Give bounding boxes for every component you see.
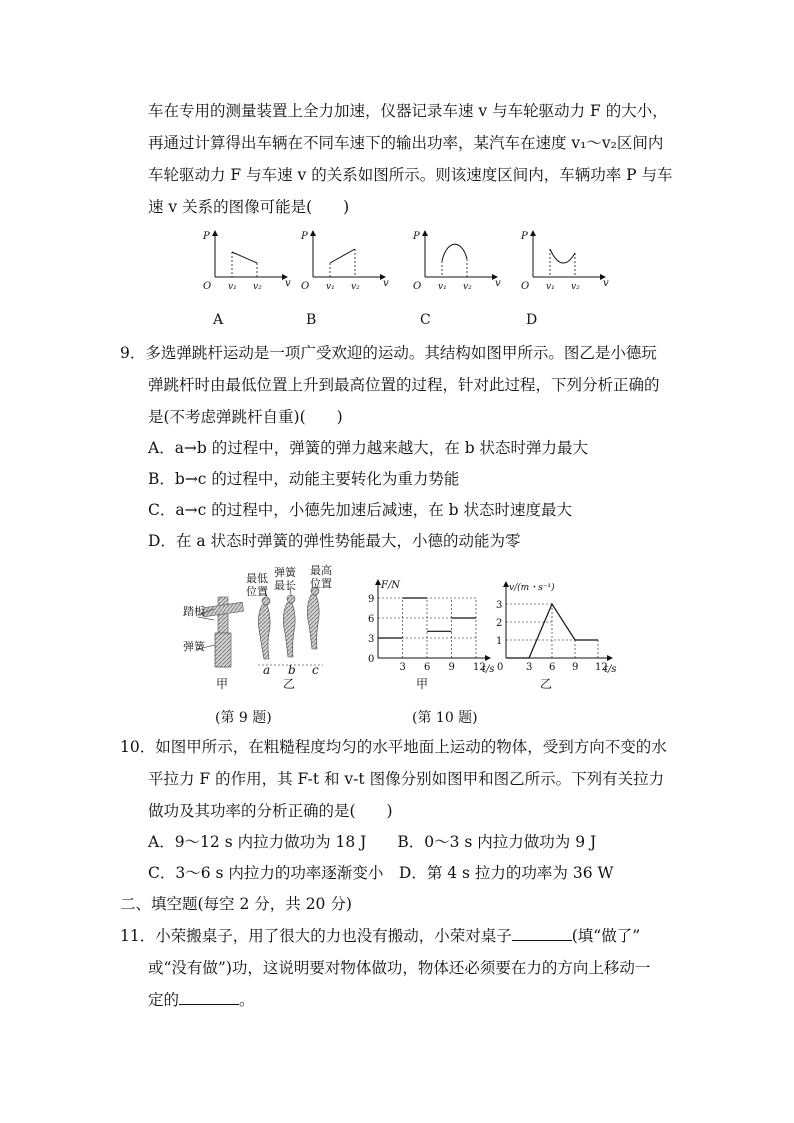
y-label: P <box>413 231 420 242</box>
label-pedal: 踏板 <box>183 605 205 618</box>
chart-f-t <box>368 580 495 675</box>
label-lowest-2: 位置 <box>246 585 268 598</box>
x-tick-12: 12 <box>473 662 486 673</box>
option-graph-d <box>520 231 609 292</box>
q11-line-3-a: 定的 <box>148 991 180 1009</box>
x-label: v <box>495 278 501 289</box>
option-a-label: A <box>213 312 224 328</box>
label-yi-9: 乙 <box>283 677 296 691</box>
q10-line-2: 平拉力 F 的作用，其 F-t 和 v-t 图像分别如图甲和图乙所示。下列有关拉力 <box>148 770 665 788</box>
q10-line-1: 10．如图甲所示，在粗糙程度均匀的水平地面上运动的物体，受到方向不变的水 <box>120 738 667 756</box>
q9-option-a: A．a→b 的过程中，弹簧的弹力越来越大，在 b 状态时弹力最大 <box>148 439 589 457</box>
caption-fig-9: (第 9 题) <box>215 710 272 726</box>
origin-label: O <box>203 281 212 292</box>
q8-line-4: 速 v 关系的图像可能是( ) <box>148 198 350 216</box>
option-graph-c <box>412 231 501 292</box>
origin-label: O <box>521 281 530 292</box>
q11-line-3 <box>148 990 255 1010</box>
curve <box>442 244 467 261</box>
origin-label: 0 <box>368 654 375 665</box>
v2-label: v₂ <box>463 282 472 292</box>
section-2-title: 二、填空题(每空 2 分，共 20 分) <box>120 895 352 913</box>
q10-options-ab: A．9～12 s 内拉力做功为 18 J B．0～3 s 内拉力做功为 9 J <box>148 833 597 851</box>
label-c: c <box>312 663 319 677</box>
curve <box>232 252 257 263</box>
y-tick-6: 6 <box>368 614 375 625</box>
q11-line-1-a: 11．小荣搬桌子，用了很大的力也没有搬动，小荣对桌子 <box>120 927 512 945</box>
label-jia-10: 甲 <box>416 677 429 691</box>
y-axis-label: v/(m・s⁻¹) <box>509 583 555 593</box>
x-tick-12: 12 <box>595 662 608 673</box>
v1-label: v₁ <box>228 282 237 292</box>
q10-options-cd: C．3～6 s 内拉力的功率逐渐变小 D．第 4 s 拉力的功率为 36 W <box>148 864 614 882</box>
x-tick-0: 0 <box>497 662 504 673</box>
q9-line-1: 9．多选弹跳杆运动是一项广受欢迎的运动。其结构如图甲所示。图乙是小德玩 <box>120 344 657 362</box>
option-graph-b <box>300 231 389 292</box>
q9-option-b: B．b→c 的过程中，动能主要转化为重力势能 <box>148 470 460 488</box>
curve <box>550 249 575 263</box>
x-axis-label: t/s <box>604 664 617 675</box>
label-lowest-1: 最低 <box>246 572 268 585</box>
v2-label: v₂ <box>571 282 580 292</box>
x-tick-6: 6 <box>549 662 556 673</box>
q8-line-2: 再通过计算得出车辆在不同车速下的输出功率，某汽车在速度 v₁～v₂区间内 <box>148 134 664 152</box>
y-tick-2: 2 <box>496 618 503 629</box>
label-longest-1: 弹簧 <box>274 566 296 579</box>
fig10-charts <box>360 572 620 682</box>
q9-line-2: 弹跳杆时由最低位置上升到最高位置的过程，针对此过程，下列分析正确的 <box>148 376 660 394</box>
label-yi-10: 乙 <box>540 677 553 691</box>
label-spring: 弹簧 <box>183 640 205 653</box>
y-axis-label: F/N <box>381 580 401 591</box>
y-label: P <box>521 231 528 242</box>
x-tick-3: 3 <box>399 662 406 673</box>
curve <box>330 249 355 263</box>
q11-line-1-b: (填“做了” <box>571 927 641 945</box>
v1-label: v₁ <box>438 282 447 292</box>
x-label: v <box>285 278 291 289</box>
y-tick-9: 9 <box>368 594 375 605</box>
option-c-label: C <box>420 312 431 328</box>
option-d-label: D <box>526 312 538 328</box>
q9-option-c: C．a→c 的过程中，小德先加速后减速，在 b 状态时速度最大 <box>148 501 572 519</box>
origin-label: O <box>301 281 310 292</box>
label-a: a <box>263 663 271 677</box>
x-axis-label: t/s <box>482 664 495 675</box>
chart-v-t <box>496 582 617 675</box>
x-tick-9: 9 <box>448 662 455 673</box>
v2-label: v₂ <box>351 282 360 292</box>
y-tick-1: 1 <box>496 636 503 647</box>
option-graph-a <box>202 231 291 292</box>
label-highest-2: 位置 <box>310 577 332 590</box>
q11-line-1 <box>120 926 640 946</box>
v1-label: v₁ <box>326 282 335 292</box>
label-longest-2: 最长 <box>274 579 296 592</box>
x-label: v <box>603 278 609 289</box>
q10-line-3: 做功及其功率的分析正确的是( ) <box>148 802 393 820</box>
v1-label: v₁ <box>546 282 555 292</box>
y-label: P <box>203 231 210 242</box>
q8-line-1: 车在专用的测量装置上全力加速，仪器记录车速 v 与车轮驱动力 F 的大小， <box>148 102 668 120</box>
x-tick-9: 9 <box>572 662 579 673</box>
label-b: b <box>288 663 296 677</box>
caption-fig-10: (第 10 题) <box>412 710 478 726</box>
q11-line-2: 或“没有做”)功，这说明要对物体做功，物体还必须要在力的方向上移动一 <box>148 959 651 977</box>
q11-blank-1[interactable] <box>512 926 572 941</box>
origin-label: O <box>413 281 422 292</box>
label-jia-9: 甲 <box>216 677 229 691</box>
q8-option-graphs <box>195 225 609 300</box>
q11-blank-2[interactable] <box>179 990 239 1005</box>
x-label: v <box>383 278 389 289</box>
label-highest-1: 最高 <box>310 564 332 577</box>
option-b-label: B <box>306 312 317 328</box>
x-tick-3: 3 <box>526 662 533 673</box>
y-tick-3: 3 <box>496 600 503 611</box>
q11-line-3-b: 。 <box>239 991 255 1009</box>
q9-line-3: 是(不考虑弹跳杆自重)( ) <box>148 408 343 426</box>
y-label: P <box>301 231 308 242</box>
y-tick-3: 3 <box>368 634 375 645</box>
q8-line-3: 车轮驱动力 F 与车速 v 的关系如图所示。则该速度区间内，车辆功率 P 与车 <box>148 166 673 184</box>
q9-option-d: D．在 a 状态时弹簧的弹性势能最大，小德的动能为零 <box>148 532 521 550</box>
x-tick-6: 6 <box>424 662 431 673</box>
v2-label: v₂ <box>253 282 262 292</box>
